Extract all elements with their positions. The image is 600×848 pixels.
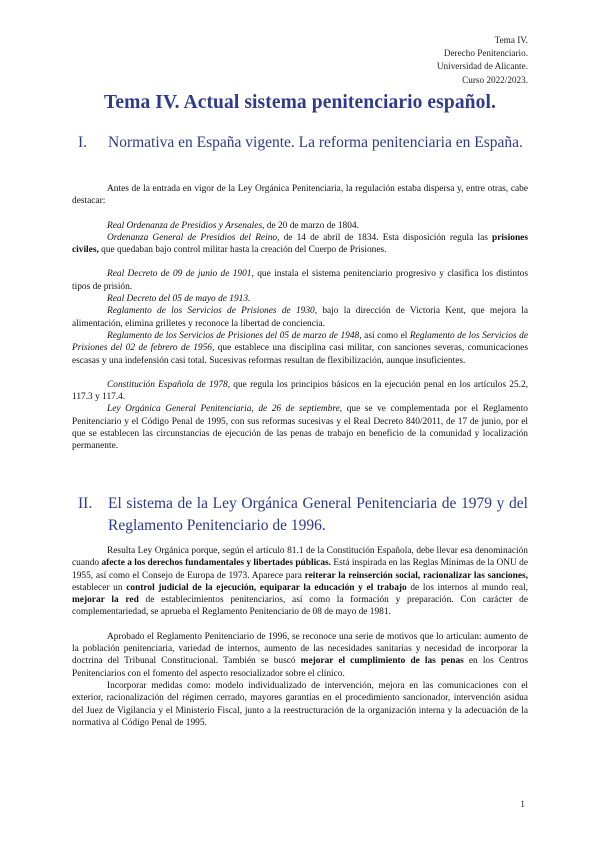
section-1-body bbox=[72, 183, 528, 453]
section-number: I. bbox=[78, 134, 88, 151]
paragraph: Real Decreto del 05 de mayo de 1913. bbox=[107, 294, 251, 305]
paragraph: Real Ordenanza de Presidios y Arsenales, de 20 de marzo de 1804. bbox=[107, 220, 359, 231]
header-line: Tema IV. bbox=[494, 35, 528, 45]
section-number: II. bbox=[78, 495, 93, 512]
paragraph: Antes de la entrada en vigor de la Ley Orgánica Penitenciaria, la regulación estaba dispersa y, entre otras, cabe destacar: bbox=[72, 184, 528, 207]
header-line: Universidad de Alicante. bbox=[436, 61, 528, 72]
section-title: El sistema de la Ley Orgánica General Penitenciaria de 1979 y del Reglamento Penitenciario de 1996. bbox=[108, 495, 528, 534]
paragraph: Real Decreto de 09 de junio de 1901, que instala el sistema penitenciario progresivo y clasifica los distintos tipos de prisión. bbox=[72, 269, 529, 292]
paragraph: Aprobado el Reglamento Penitenciario de 1996, se reconoce una serie de motivos que lo articulan: aumento de la población penitenciaria, variedad de internos, aumento de las necesidades sanitarias y necesidad de incorporar la doctrina del Tribunal Constitucional. También se buscó mejorar el cumplimiento de las penas en los Centros Penitenciarios con el fomento del aspecto resocializador sobre el clínico. bbox=[72, 631, 528, 679]
paragraph: Ley Orgánica General Penitenciaria, de 26 de septiembre, que se ve complementada por el Reglamento Penitenciario y el Código Penal de 1995, con sus reformas sucesivas y el Real Decreto 840/2011, de 17 de junio, por el que se establecen las circunstancias de ejecución de las penas de trabajo en beneficio de la comunidad y localización permanente. bbox=[72, 404, 528, 452]
header-line: Curso 2022/2023. bbox=[462, 74, 528, 85]
header-line: Derecho Penitenciario. bbox=[443, 48, 528, 59]
page-header bbox=[437, 34, 528, 87]
page-number: 1 bbox=[520, 800, 525, 810]
paragraph: Reglamento de los Servicios de Prisiones del 05 de marzo de 1948, así como el Reglamento de los Servicios de Prisiones del 02 de febrero de 1956, que establece una disciplina casi militar, con sanciones severas, comunicaciones escasas y una indefensión casi total. Sucesivas reformas resultan de flexibilización, aunque insuficientes. bbox=[72, 330, 528, 366]
paragraph: Reglamento de los Servicios de Prisiones de 1930, bajo la dirección de Victoria Kent, que mejora la alimentación, elimina grilletes y reconoce la libertad de conciencia. bbox=[72, 306, 529, 329]
paragraph: Incorporar medidas como: modelo individualizado de intervención, mejora en las comunicaciones con el exterior, racionalización del régimen cerrado, mayores garantías en el procedimiento sancionador, intervención asidua del Juez de Vigilancia y el Ministerio Fiscal, junto a la reestructuración de la organización interna y la adecuación de la normativa al Código Penal de 1995. bbox=[72, 680, 528, 728]
section-heading-1 bbox=[78, 132, 528, 154]
section-heading-2 bbox=[78, 493, 528, 537]
paragraph: Resulta Ley Orgánica porque, según el artículo 81.1 de la Constitución Española, debe llevar esa denominación cuando afecte a los derechos fundamentales y libertades públicas. Está inspirada en las Reglas Mínimas de la ONU de 1955, así como el Consejo de Europa de 1973. Aparece para reiterar la reinserción social, racionalizar las sanciones, establecer un control judicial de la ejecución, equiparar la educación y el trabajo de los internos al mundo real, mejorar la red de establecimientos penitenciarios, así como la formación y preparación. Con carácter de complementariedad, se aprueba el Reglamento Penitenciario de 08 de mayo de 1981. bbox=[72, 546, 528, 618]
paragraph: Ordenanza General de Presidios del Reino, de 14 de abril de 1834. Esta disposición regula las prisiones civiles, que quedaban bajo control militar hasta la creación del Cuerpo de Prisiones. bbox=[72, 232, 528, 256]
document-title: Tema IV. Actual sistema penitenciario español. bbox=[104, 92, 496, 113]
section-2-body bbox=[72, 545, 528, 729]
paragraph: Constitución Española de 1978, que regula los principios básicos en la ejecución penal en los artículos 25.2, 117.3 y 117.4. bbox=[72, 379, 528, 403]
section-title: Normativa en España vigente. La reforma penitenciaria en España. bbox=[108, 134, 523, 151]
